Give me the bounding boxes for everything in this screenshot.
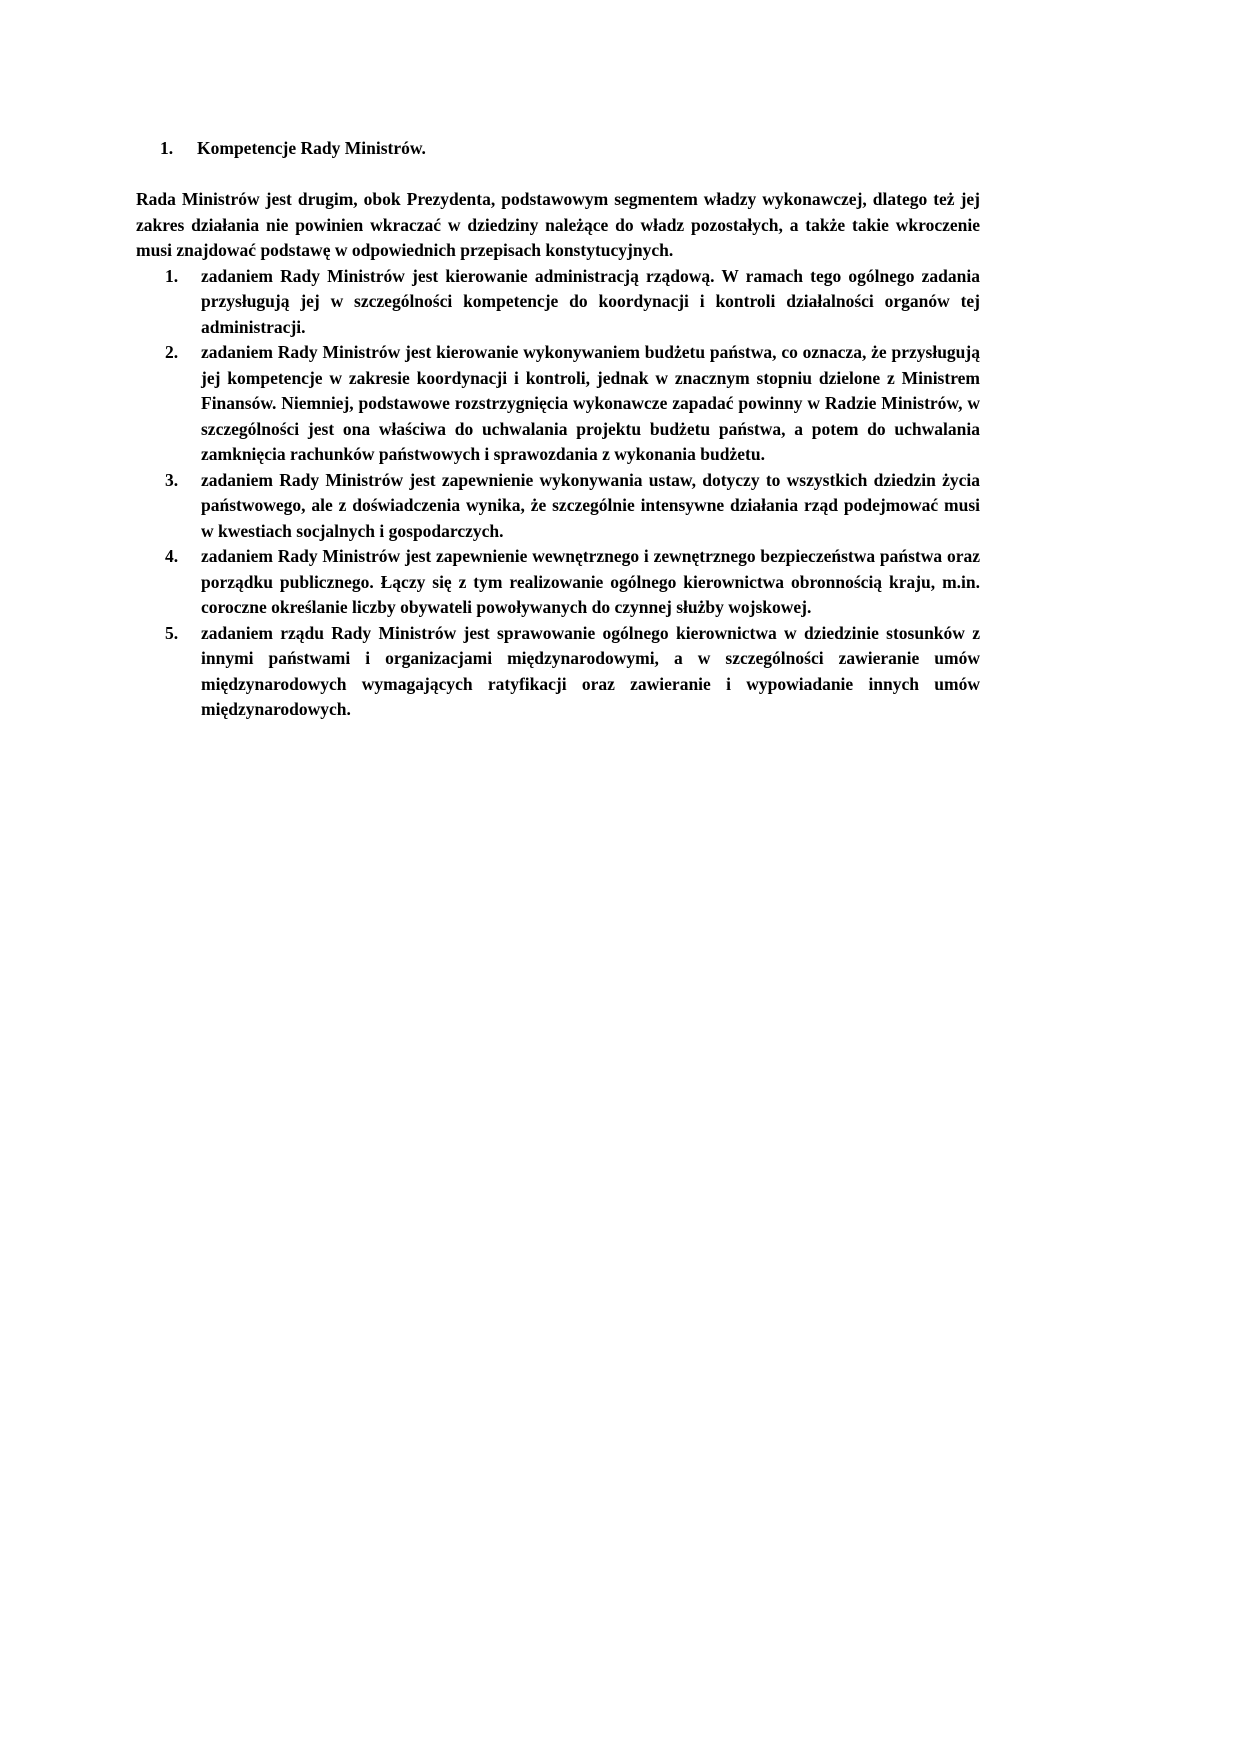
intro-paragraph: Rada Ministrów jest drugim, obok Prezydenta, podstawowym segmentem władzy wykonawczej, dlatego też jej zakres działania nie powinien wkraczać w dziedziny należące do władz pozostałych, a także takie wkroczenie musi znajdować podstawę w odpowiednich przepisach konstytucyjnych. [136, 189, 980, 260]
list-item-number: 1. [165, 265, 179, 286]
list-item [165, 621, 980, 723]
document-heading [160, 136, 980, 162]
list-item [165, 264, 980, 341]
list-item [165, 544, 980, 621]
list-item-number: 5. [165, 622, 179, 643]
task-list [136, 264, 980, 723]
list-item-text: zadaniem Rady Ministrów jest kierowanie administracją rządową. W ramach tego ogólnego zadania przysługują jej w szczególności kompetencje do koordynacji i kontroli działalności organów tej administracji. [201, 265, 980, 337]
list-item-text: zadaniem Rady Ministrów jest zapewnienie wewnętrznego i zewnętrznego bezpieczeństwa państwa oraz porządku publicznego. Łączy się z tym realizowanie ogólnego kierownictwa obronnością kraju, m.in. coroczne określanie liczby obywateli powoływanych do czynnej służby wojskowej. [201, 546, 980, 617]
list-item-number: 2. [165, 342, 179, 362]
list-item-text: zadaniem Rady Ministrów jest zapewnienie wykonywania ustaw, dotyczy to wszystkich dziedzin życia państwowego, ale z doświadczenia wynika, że szczególnie intensywne działania rząd podejmować musi w kwestiach socjalnych i gospodarczych. [201, 469, 980, 541]
heading-number: 1. [160, 138, 174, 158]
list-item [165, 340, 980, 468]
document-content [136, 136, 980, 723]
heading-text: Kompetencje Rady Ministrów. [197, 138, 426, 158]
list-item-text: zadaniem Rady Ministrów jest kierowanie wykonywaniem budżetu państwa, co oznacza, że przysługują jej kompetencje w zakresie koordynacji i kontroli, jednak w znacznym stopniu dzielone z Ministrem Finansów. Niemniej, podstawowe rozstrzygnięcia wykonawcze zapadać powinny w Radzie Ministrów, w szczególności jest ona właściwa do uchwalania projektu budżetu państwa, a potem do uchwalania zamknięcia rachunków państwowych i sprawozdania z wykonania budżetu. [201, 342, 980, 464]
list-item-text: zadaniem rządu Rady Ministrów jest sprawowanie ogólnego kierownictwa w dziedzinie stosunków z innymi państwami i organizacjami międzynarodowymi, a w szczególności zawieranie umów międzynarodowych wymagających ratyfikacji oraz zawieranie i wypowiadanie innych umów międzynarodowych. [201, 622, 980, 719]
list-item [165, 468, 980, 545]
list-item-number: 3. [165, 469, 179, 490]
list-item-number: 4. [165, 546, 179, 566]
